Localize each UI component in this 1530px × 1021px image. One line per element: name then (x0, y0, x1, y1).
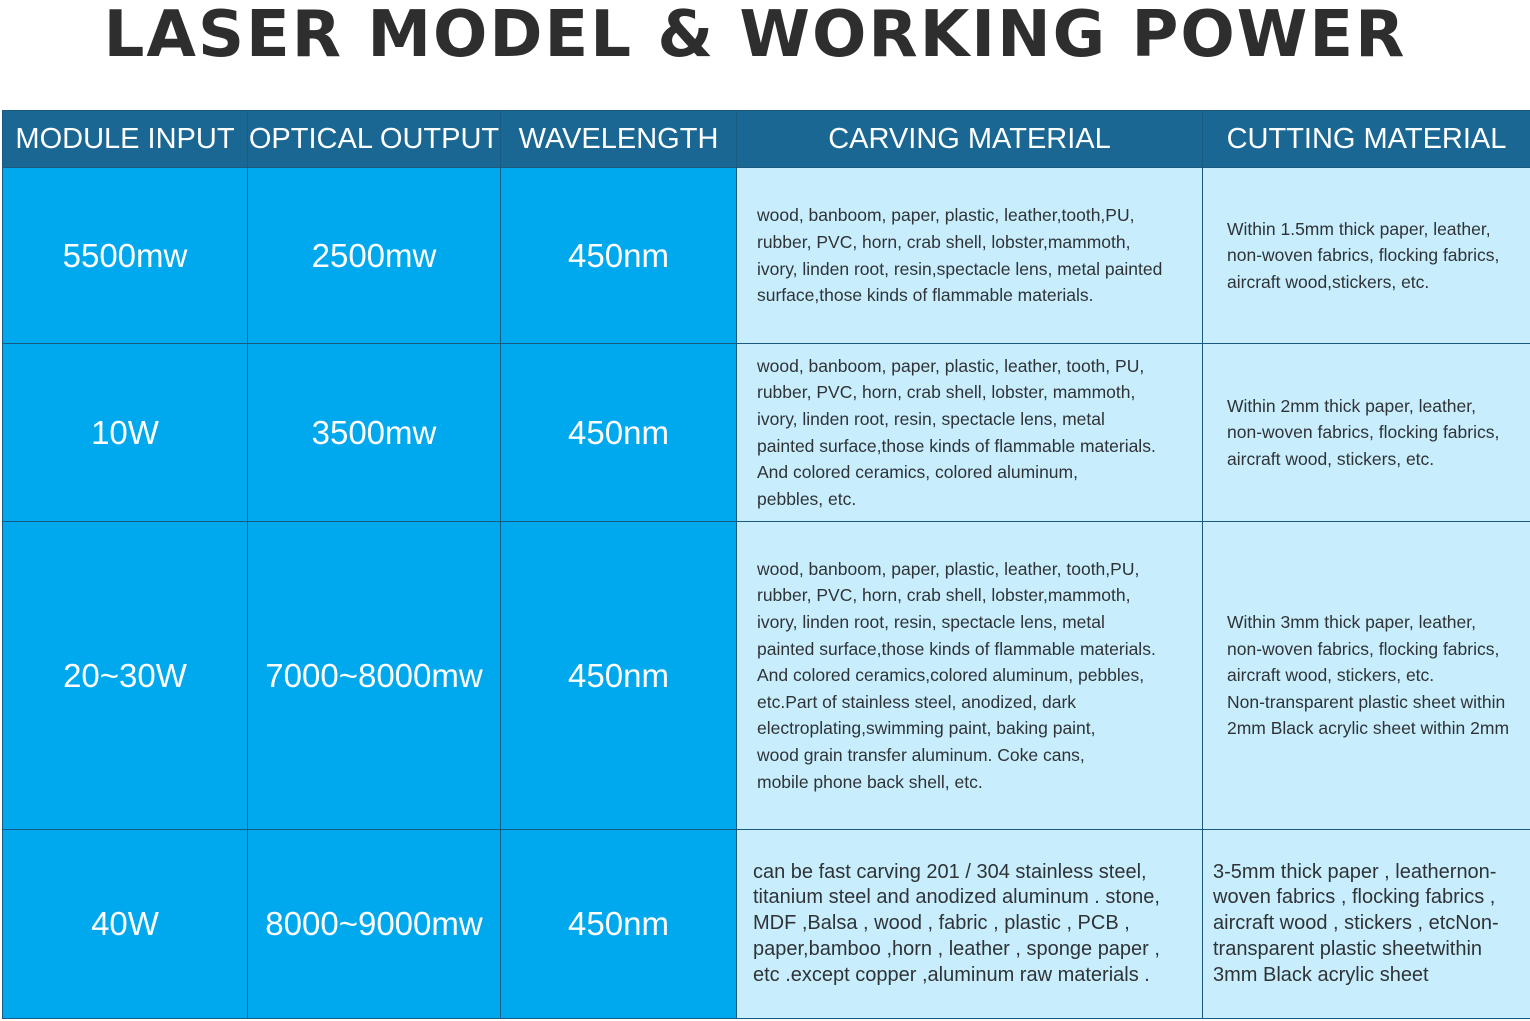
cutting-material-text: Within 1.5mm thick paper, leather, non-woven fabrics, flocking fabrics, aircraft wood,stickers, etc. (1227, 218, 1500, 292)
wavelength-cell: 450nm (501, 522, 737, 830)
module-input-cell: 10W (3, 344, 248, 522)
table-header-row (3, 111, 1530, 168)
header-cutting-material: CUTTING MATERIAL (1203, 111, 1530, 168)
page-title: LASER MODEL & WORKING POWER (103, 0, 1407, 72)
cutting-material-text: Within 2mm thick paper, leather, non-woven fabrics, flocking fabrics, aircraft wood, stickers, etc. (1227, 395, 1500, 469)
cutting-material-cell (1203, 168, 1530, 344)
cutting-material-cell (1203, 344, 1530, 522)
wavelength-cell: 450nm (501, 344, 737, 522)
carving-material-cell (737, 344, 1203, 522)
laser-spec-table (2, 110, 1530, 1019)
optical-output-cell: 7000~8000mw (248, 522, 501, 830)
header-module-input: MODULE INPUT (3, 111, 248, 168)
wavelength-cell: 450nm (501, 830, 737, 1019)
carving-material-text: can be fast carving 201 / 304 stainless steel, titanium steel and anodized aluminum . stone, MDF ,Balsa , wood , fabric , plastic , PCB , paper,bamboo ,horn , leather , sponge paper , etc .except copper ,aluminum raw materials . (753, 860, 1160, 986)
table-row (3, 522, 1530, 830)
carving-material-cell (737, 522, 1203, 830)
carving-material-text: wood, banboom, paper, plastic, leather,tooth,PU, rubber, PVC, horn, crab shell, lobster,mammoth, ivory, linden root, resin,spectacle lens, metal painted surface,those kinds of flammable materials. (757, 205, 1163, 306)
carving-material-cell (737, 830, 1203, 1019)
table-row (3, 344, 1530, 522)
optical-output-cell: 8000~9000mw (248, 830, 501, 1019)
cutting-material-text: Within 3mm thick paper, leather, non-woven fabrics, flocking fabrics, aircraft wood, stickers, etc. Non-transparent plastic sheet within 2mm Black acrylic sheet within 2mm (1227, 612, 1510, 739)
carving-material-text: wood, banboom, paper, plastic, leather, tooth,PU, rubber, PVC, horn, crab shell, lobster,mammoth, ivory, linden root, resin, spectacle lens, metal painted surface,those kinds of flammable materials. And colored ceramics,colored aluminum, pebbles, etc.Part of stainless steel, anodized, dark electroplating,swimming paint, baking paint, wood grain transfer aluminum. Coke cans, mobile phone back shell, etc. (757, 558, 1156, 792)
header-carving-material: CARVING MATERIAL (737, 111, 1203, 168)
module-input-cell: 20~30W (3, 522, 248, 830)
carving-material-cell (737, 168, 1203, 344)
header-optical-output: OPTICAL OUTPUT (248, 111, 501, 168)
cutting-material-cell (1203, 830, 1530, 1019)
module-input-cell: 40W (3, 830, 248, 1019)
table-row (3, 830, 1530, 1019)
cutting-material-text: 3-5mm thick paper , leathernon- woven fabrics , flocking fabrics , aircraft wood , stickers , etcNon- transparent plastic sheetwithin 3mm Black acrylic sheet (1213, 860, 1499, 986)
cutting-material-cell (1203, 522, 1530, 830)
module-input-cell: 5500mw (3, 168, 248, 344)
optical-output-cell: 2500mw (248, 168, 501, 344)
header-wavelength: WAVELENGTH (501, 111, 737, 168)
optical-output-cell: 3500mw (248, 344, 501, 522)
table-row (3, 168, 1530, 344)
carving-material-text: wood, banboom, paper, plastic, leather, tooth, PU, rubber, PVC, horn, crab shell, lobster, mammoth, ivory, linden root, resin, spectacle lens, metal painted surface,those kinds of flammable materials. And colored ceramics, colored aluminum, pebbles, etc. (757, 355, 1156, 509)
wavelength-cell: 450nm (501, 168, 737, 344)
